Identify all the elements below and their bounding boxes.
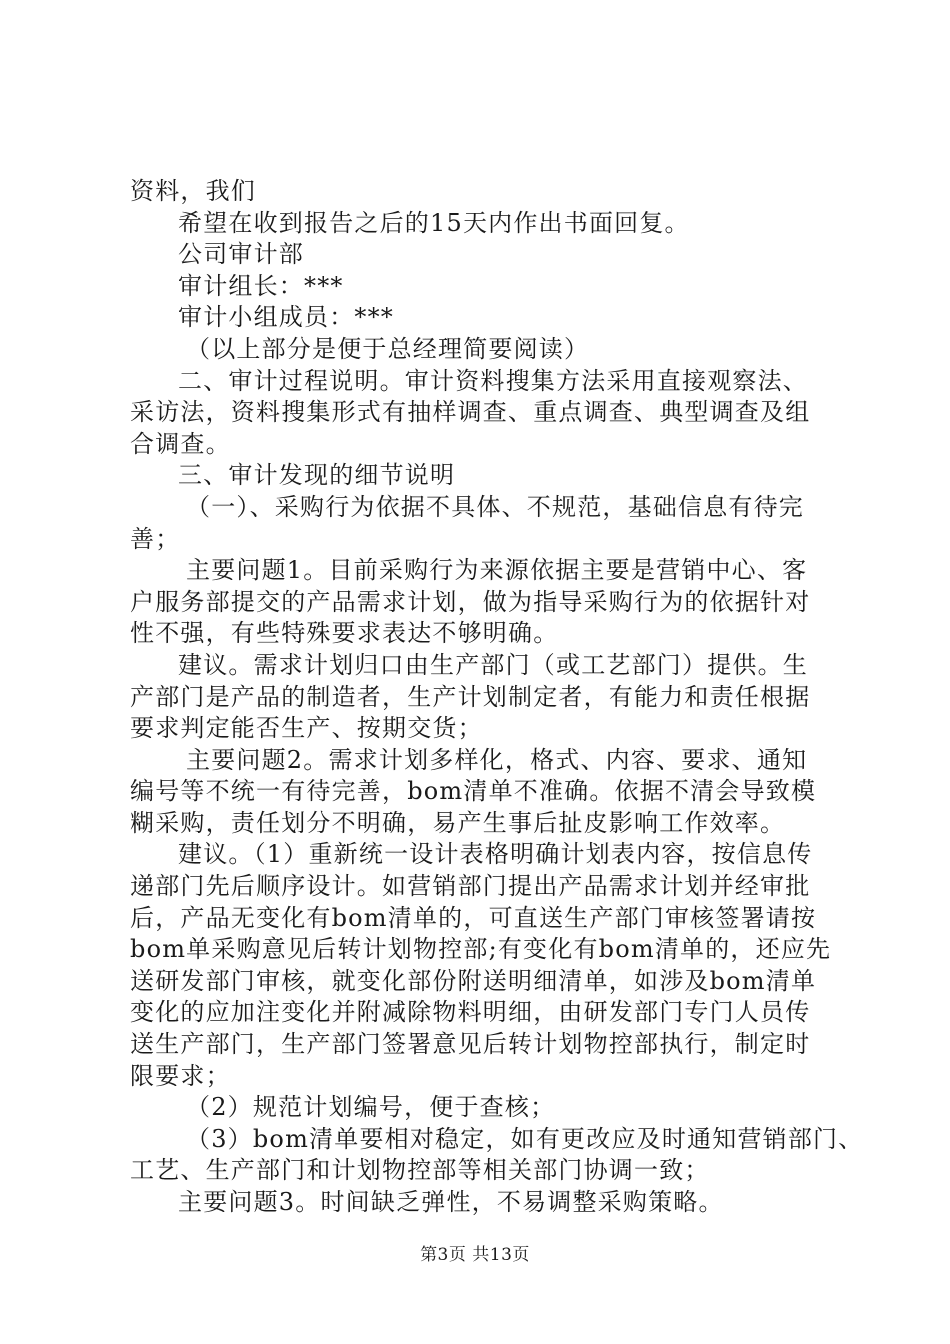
text-line: 主要问题3。时间缺乏弹性，不易调整采购策略。	[178, 1188, 724, 1216]
text-line: 主要问题2。需求计划多样化，格式、内容、要求、通知	[186, 745, 808, 774]
text-line: 要求判定能否生产、按期交货；	[130, 714, 483, 743]
text-line: 送研发部门审核，就变化部份附送明细清单，如涉及bom清单	[130, 966, 817, 995]
text-line: 合调查。	[130, 429, 231, 458]
text-line: 三、审计发现的细节说明	[178, 461, 456, 490]
page-footer: 第3页 共13页	[420, 1245, 530, 1265]
text-line: 限要求；	[130, 1061, 231, 1090]
text-line: 变化的应加注变化并附减除物料明细，由研发部门专门人员传	[130, 998, 811, 1027]
text-line: 户服务部提交的产品需求计划，做为指导采购行为的依据针对	[130, 587, 811, 616]
text-line: bom单采购意见后转计划物控部;有变化有bom清单的，还应先	[130, 935, 832, 964]
text-line: 后，产品无变化有bom清单的，可直送生产部门审核签署请按	[130, 903, 817, 932]
text-line: 审计小组成员：***	[178, 303, 394, 332]
text-line: 善；	[130, 524, 181, 553]
document-body	[130, 176, 864, 1219]
text-line: 递部门先后顺序设计。如营销部门提出产品需求计划并经审批	[130, 872, 811, 901]
text-line: 产部门是产品的制造者，生产计划制定者，有能力和责任根据	[130, 682, 811, 711]
text-line: （一）、采购行为依据不具体、不规范，基础信息有待完	[186, 492, 804, 521]
text-line: 二、审计过程说明。审计资料搜集方法采用直接观察法、	[178, 366, 808, 395]
text-line: 公司审计部	[178, 240, 304, 269]
text-line: 主要问题1。目前采购行为来源依据主要是营销中心、客	[186, 556, 808, 585]
text-line: 审计组长：***	[178, 271, 344, 300]
text-line: （以上部分是便于总经理简要阅读）	[186, 334, 590, 363]
text-line: 建议。需求计划归口由生产部门（或工艺部门）提供。生	[178, 650, 808, 679]
text-line: （3）bom清单要相对稳定，如有更改应及时通知营销部门、	[186, 1124, 864, 1153]
text-line: 希望在收到报告之后的15天内作出书面回复。	[178, 208, 690, 237]
text-line: 工艺、生产部门和计划物控部等相关部门协调一致；	[130, 1156, 710, 1185]
text-line: 送生产部门，生产部门签署意见后转计划物控部执行，制定时	[130, 1030, 811, 1059]
text-line: 编号等不统一有待完善，bom清单不准确。依据不清会导致模	[130, 777, 817, 806]
text-line: 糊采购，责任划分不明确，易产生事后扯皮影响工作效率。	[130, 808, 786, 837]
text-line: 性不强，有些特殊要求表达不够明确。	[130, 619, 559, 648]
text-line: 建议。（1）重新统一设计表格明确计划表内容，按信息传	[178, 840, 813, 869]
text-line: 资料，我们	[130, 177, 256, 205]
text-line: （2）规范计划编号，便于查核；	[186, 1093, 556, 1122]
text-line: 采访法，资料搜集形式有抽样调查、重点调查、典型调查及组	[130, 398, 811, 427]
